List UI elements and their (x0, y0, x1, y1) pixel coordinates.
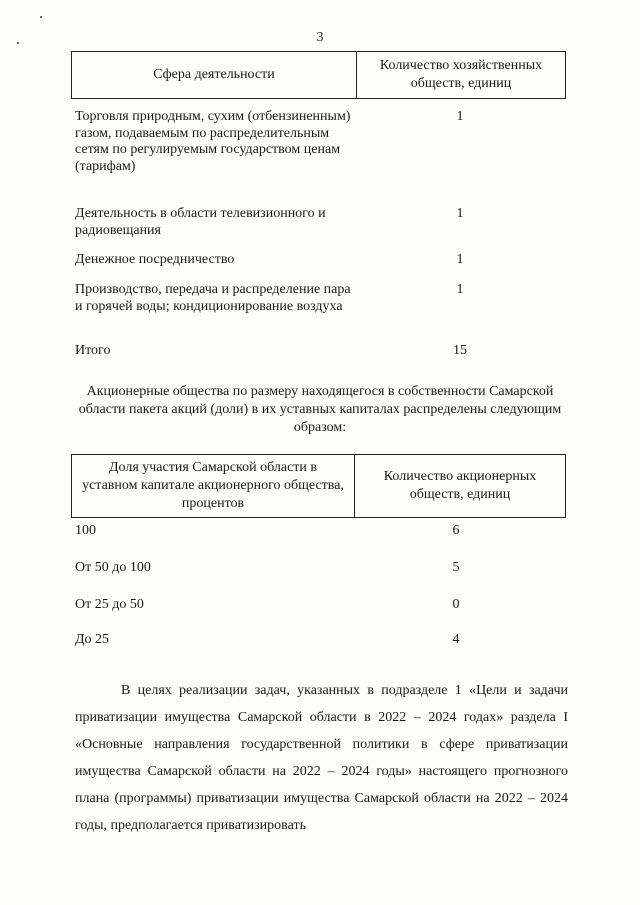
table1-header-count: Количество хозяйственных обществ, единиц (357, 52, 566, 99)
paragraph-text: В целях реализации задач, указанных в подразделе 1 «Цели и задачи приватизации имущества Самарской области в 2022 – 2024 годах» раздела I «Основные направления государственной политики в сфере приватизации имущества Самарской области на 2022 – 2024 годы» настоящего прогнозного плана (программы) приватизации имущества Самарской области на 2022 – 2024 годы, предполагается приватизировать (75, 683, 568, 833)
table1-row-value: 1 (456, 282, 464, 297)
table1-row-value: 1 (456, 206, 464, 221)
table2-row-value: 4 (452, 632, 460, 647)
page-number: 3 (316, 30, 324, 45)
scan-speck (40, 16, 42, 18)
table1-row-label: Производство, передача и распределение пара и горячей воды; кондиционирование воздуха (75, 282, 351, 314)
table1-header (71, 51, 566, 99)
table2-row-label: От 25 до 50 (75, 597, 144, 612)
table2-header-count: Количество акционерных обществ, единиц (355, 455, 566, 518)
table1-total-label: Итого (75, 343, 111, 358)
table2-row-value: 0 (452, 597, 460, 612)
body-paragraph (75, 677, 568, 839)
table1-total-value: 15 (453, 343, 467, 358)
intro-text: Акционерные общества по размеру находящегося в собственности Самарской области пакета акций (доли) в их уставных капиталах распределены следующим образом: (78, 384, 562, 435)
table1-row-value: 1 (456, 109, 464, 124)
table2-row-label: До 25 (75, 632, 110, 647)
table2-header (71, 454, 566, 518)
table1-row-value: 1 (456, 252, 464, 267)
table2-row-value: 6 (452, 523, 460, 538)
table1-row-label: Торговля природным, сухим (отбензиненным) газом, подаваемым по распределительным сетям по регулируемым государством ценам (тарифам) (75, 109, 351, 174)
table1-row-label: Деятельность в области телевизионного и радиовещания (75, 206, 326, 238)
table2-header-share: Доля участия Самарской области в уставном капитале акционерного общества, процентов (72, 455, 355, 518)
table1-header-activity: Сфера деятельности (72, 52, 357, 99)
table2-row-label: От 50 до 100 (75, 560, 151, 575)
table1-row-label: Денежное посредничество (75, 252, 235, 267)
table2-row-label: 100 (75, 523, 96, 538)
table2-row-value: 5 (452, 560, 460, 575)
